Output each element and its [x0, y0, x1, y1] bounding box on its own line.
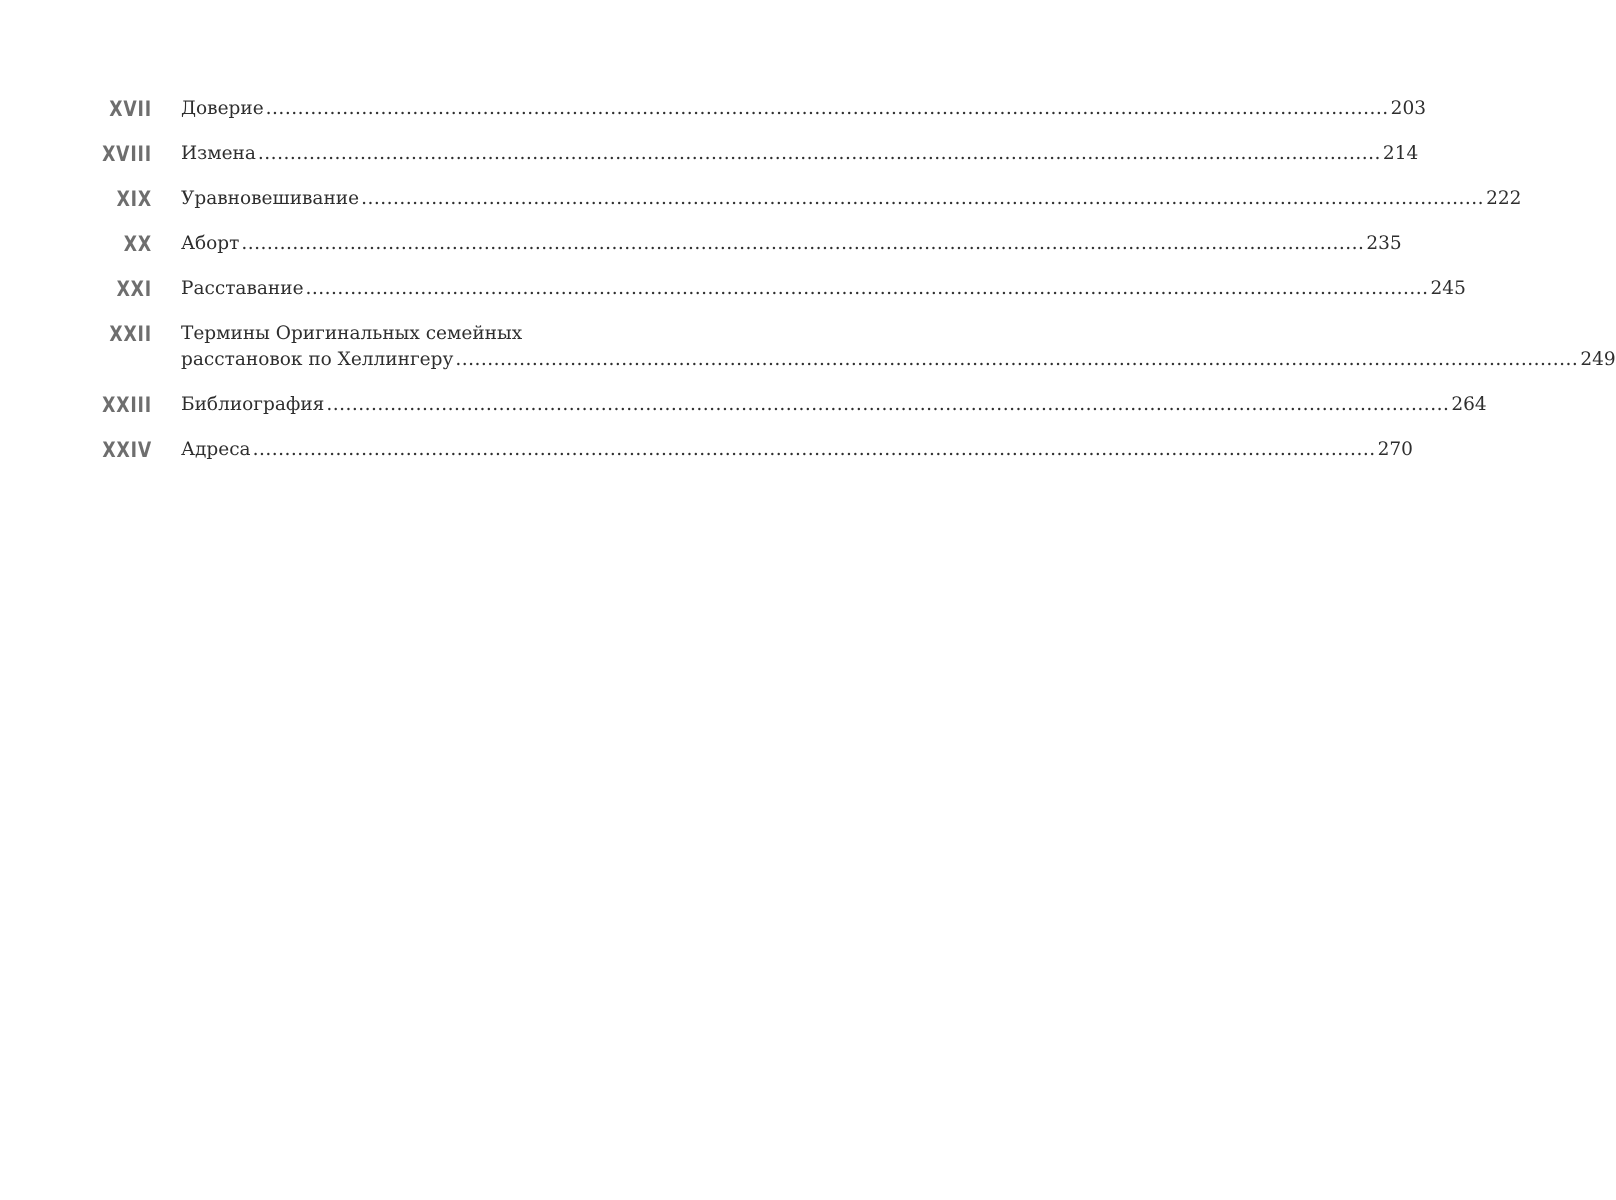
toc-entry-body	[181, 321, 1616, 373]
chapter-number: XXIII	[102, 393, 152, 417]
toc-entry-body	[181, 392, 1487, 418]
toc-line	[181, 392, 1487, 418]
page-number: 203	[1390, 98, 1426, 119]
toc-entry	[90, 96, 1426, 122]
chapter-title: Расставание	[181, 278, 304, 299]
toc-entry	[90, 141, 1419, 167]
page-number: 264	[1451, 394, 1487, 415]
chapter-title-line1: Термины Оригинальных семейных	[181, 323, 523, 344]
toc-entry-body	[181, 96, 1426, 122]
toc-line	[181, 96, 1426, 122]
chapter-number: XXI	[116, 277, 152, 301]
toc-entry	[90, 392, 1487, 418]
dot-leader	[258, 141, 1381, 167]
toc-line	[181, 186, 1521, 212]
chapter-title: Аборт	[181, 233, 240, 254]
chapter-title: расстановок по Хеллингеру	[181, 349, 454, 370]
chapter-number: XIX	[116, 187, 152, 211]
dot-leader	[361, 186, 1484, 212]
toc-entry-body	[181, 437, 1413, 463]
dot-leader	[253, 437, 1376, 463]
page-number: 235	[1366, 233, 1402, 254]
dot-leader	[455, 347, 1578, 373]
toc-entry	[90, 321, 1616, 373]
page-number: 249	[1580, 349, 1616, 370]
page-number: 245	[1430, 278, 1466, 299]
chapter-title: Библиография	[181, 394, 325, 415]
chapter-number: XXIV	[102, 438, 152, 462]
toc-entry-body	[181, 276, 1466, 302]
toc-entry	[90, 276, 1466, 302]
chapter-number: XX	[123, 232, 152, 256]
toc-line	[181, 141, 1418, 167]
dot-leader	[266, 96, 1389, 122]
toc-line	[181, 347, 1616, 373]
dot-leader	[306, 276, 1429, 302]
toc-entry-body	[181, 141, 1418, 167]
toc-line	[181, 437, 1413, 463]
chapter-number: XXII	[109, 322, 152, 346]
toc-line	[181, 231, 1402, 257]
page-number: 214	[1382, 143, 1419, 164]
dot-leader	[241, 231, 1364, 257]
page-number: 270	[1377, 439, 1413, 460]
page-number: 222	[1486, 188, 1522, 209]
toc-entry-body	[181, 186, 1521, 212]
chapter-number: XVIII	[102, 142, 152, 166]
chapter-title: Доверие	[181, 98, 264, 119]
toc-entry	[90, 186, 1522, 212]
chapter-title: Адреса	[181, 439, 251, 460]
chapter-number: XVII	[109, 97, 152, 121]
chapter-title: Уравновешивание	[181, 188, 360, 209]
dot-leader	[326, 392, 1449, 418]
table-of-contents	[90, 96, 1616, 482]
toc-entry	[90, 437, 1413, 463]
toc-entry	[90, 231, 1402, 257]
chapter-title: Измена	[181, 143, 256, 164]
toc-entry-body	[181, 231, 1402, 257]
toc-line	[181, 276, 1466, 302]
